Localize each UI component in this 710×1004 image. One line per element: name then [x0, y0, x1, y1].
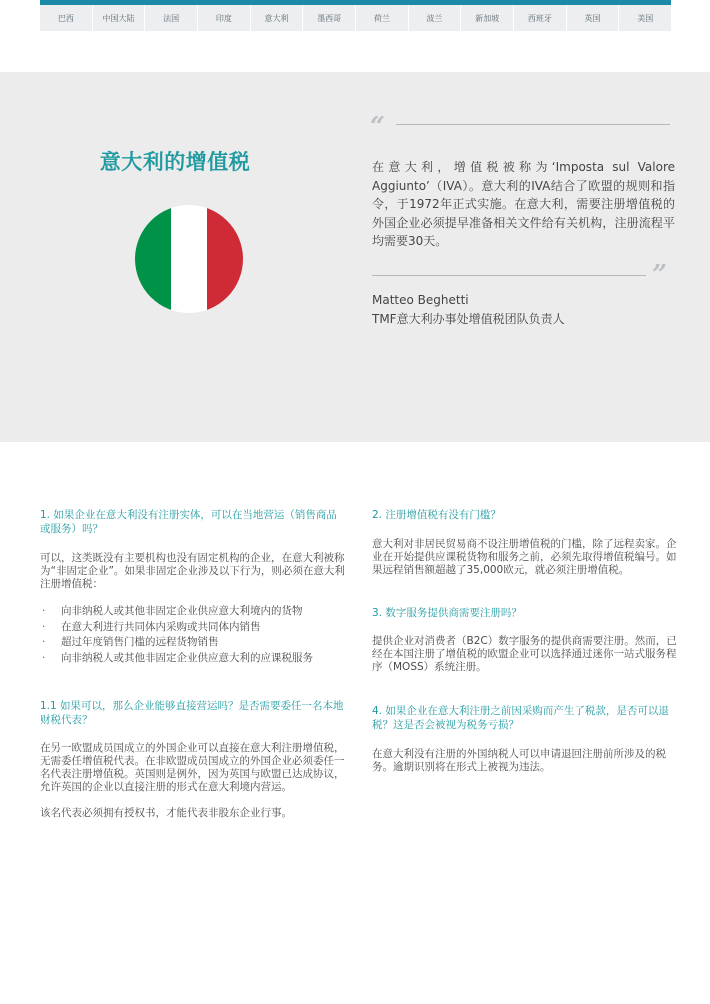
tab-usa[interactable]: 美国	[637, 13, 654, 23]
flag-red-band	[207, 205, 243, 313]
question-1-1: 1.1 如果可以，那么企业能够直接营运吗？是否需要委任一名本地财税代表？	[40, 700, 344, 726]
question-1: 1. 如果企业在意大利没有注册实体，可以在当地营运（销售商品或服务）吗？	[40, 509, 337, 535]
tab-mexico[interactable]: 墨西哥	[303, 5, 356, 31]
hero-band	[0, 72, 710, 442]
tab-china[interactable]: 中国大陆	[93, 5, 146, 31]
vat-trigger-list	[40, 604, 345, 666]
question-4: 4. 如果企业在意大利注册之前因采购而产生了税款，是否可以退税？这是否会被视为税务亏损？	[372, 705, 669, 731]
tab-india[interactable]: 印度	[198, 5, 251, 31]
question-2: 2. 注册增值税有没有门槛？	[372, 509, 501, 521]
open-quote-icon: “	[370, 112, 385, 142]
list-item: · 向非纳税人或其他非固定企业供应意大利境内的货物	[40, 604, 345, 620]
page-title: 意大利的增值税	[99, 150, 251, 174]
quote-text: 在意大利，增值税被称为‘Imposta sul Valore Aggiunto’（IVA）。意大利的IVA结合了欧盟的规则和指令，于1972年正式实施。在意大利，需要注册增值税的外国企业必须提早准备相关文件给有关机构，注册流程平均需要30天。	[372, 160, 675, 248]
tab-netherlands[interactable]: 荷兰	[356, 5, 409, 31]
list-item: · 在意大利进行共同体内采购或共同体内销售	[40, 620, 345, 636]
list-item: · 超过年度销售门槛的远程货物销售	[40, 635, 345, 651]
right-column	[372, 508, 677, 774]
author-name: Matteo Beghetti	[372, 293, 469, 307]
tab-france[interactable]: 法国	[145, 5, 198, 31]
quote-divider-bottom	[372, 275, 646, 276]
answer-1: 可以，这类既没有主要机构也没有固定机构的企业，在意大利被称为“非固定企业”。如果非固定企业涉及以下行为，则必须在意大利注册增值税：	[40, 552, 345, 590]
tab-singapore[interactable]: 新加坡	[461, 5, 514, 31]
italy-flag-icon	[135, 205, 243, 313]
tab-uk[interactable]: 英国	[567, 5, 620, 31]
flag-green-band	[135, 205, 171, 313]
flag-white-band	[171, 205, 207, 313]
left-column	[40, 508, 345, 820]
list-item: · 向非纳税人或其他非固定企业供应意大利的应课税服务	[40, 651, 345, 667]
question-3: 3. 数字服务提供商需要注册吗？	[372, 607, 522, 619]
tab-poland[interactable]: 波兰	[409, 5, 462, 31]
country-tabs	[40, 5, 671, 31]
tab-italy[interactable]: 意大利	[251, 5, 304, 31]
answer-2: 意大利对非居民贸易商不设注册增值税的门槛，除了远程卖家。企业在开始提供应课税货物和服务之前，必须先取得增值税编号。如果远程销售额超越了35,000欧元，就必须注册增值税。	[372, 538, 677, 576]
quote-divider-top	[396, 124, 670, 125]
answer-4: 在意大利没有注册的外国纳税人可以申请退回注册前所涉及的税务。逾期识别将在形式上被视为违法。	[372, 748, 666, 773]
tab-brazil[interactable]: 巴西	[40, 5, 93, 31]
answer-1-1-note: 该名代表必须拥有授权书，才能代表非股东企业行事。	[40, 807, 292, 819]
tab-spain[interactable]: 西班牙	[514, 5, 567, 31]
quote-author	[372, 291, 565, 328]
author-title: TMF意大利办事处增值税团队负责人	[372, 311, 565, 326]
close-quote-icon: ”	[652, 260, 667, 290]
answer-3: 提供企业对消费者（B2C）数字服务的提供商需要注册。然而，已经在本国注册了增值税的欧盟企业可以选择通过迷你一站式服务程序（MOSS）系统注册。	[372, 635, 677, 673]
answer-1-1: 在另一欧盟成员国成立的外国企业可以直接在意大利注册增值税，无需委任增值税代表。在非欧盟成员国成立的外国企业必须委任一名代表注册增值税。英国则是例外，因为英国与欧盟已达成协议，允许英国的企业以直接注册的形式在意大利境内营运。	[40, 742, 345, 793]
